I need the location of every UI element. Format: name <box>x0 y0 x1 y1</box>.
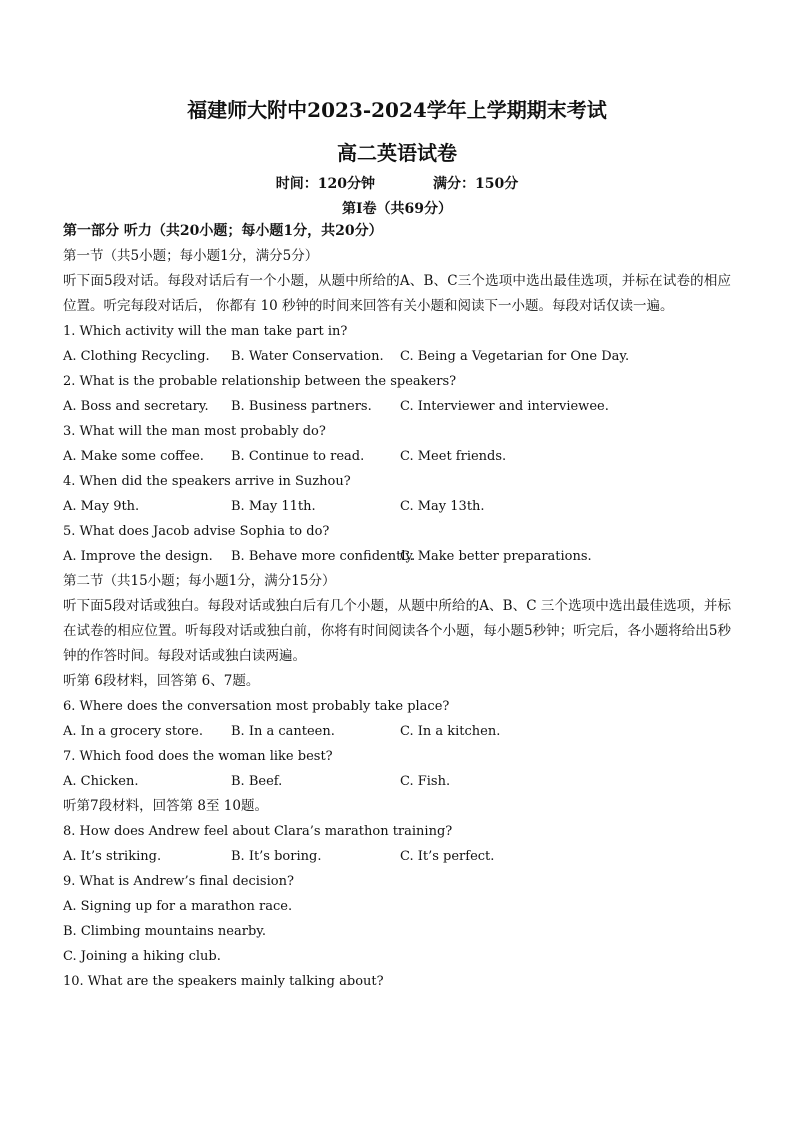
option-b: B. Climbing mountains nearby. <box>63 924 267 939</box>
option-c: C. Joining a hiking club. <box>63 949 221 964</box>
option-b: B. It’s boring. <box>231 849 322 864</box>
question-6-options <box>63 719 731 744</box>
question-2: 2. What is the probable relationship between the speakers? <box>63 374 457 389</box>
material-6-note: 听第 6段材料，回答第 6、7题。 <box>63 673 260 689</box>
option-a: A. Improve the design. <box>63 549 213 564</box>
question-7: 7. Which food does the woman like best? <box>63 749 333 764</box>
material-7-note: 听第7段材料，回答第 8至 10题。 <box>63 798 268 814</box>
option-a: A. It’s striking. <box>63 849 162 864</box>
section2-heading: 第二节（共15小题；每小题1分，满分15分） <box>63 573 336 589</box>
option-a: A. Make some coffee. <box>63 449 204 464</box>
school-exam-title: 福建师大附中2023-2024学年上学期期末考试 <box>187 98 607 122</box>
section1-instructions: 听下面5段对话。每段对话后有一个小题，从题中所给的A、B、C三个选项中选出最佳选项，并标在试卷的相应位置。听完每段对话后， 你都有 10 秒钟的时间来回答有关小题和阅读下一小题。每段对话仅读一遍。 <box>63 273 731 314</box>
question-7-options <box>63 769 731 794</box>
question-8-options <box>63 844 731 869</box>
question-5-options <box>63 544 731 569</box>
exam-meta <box>0 173 794 193</box>
option-c: C. Make better preparations. <box>400 549 592 564</box>
option-b: B. Water Conservation. <box>231 349 384 364</box>
part1-heading: 第一部分 听力（共20小题；每小题1分，共20分） <box>63 223 383 239</box>
option-b: B. Behave more confidently. <box>231 549 416 564</box>
option-a: A. In a grocery store. <box>63 724 203 739</box>
option-a: A. Clothing Recycling. <box>63 349 210 364</box>
question-3-options <box>63 444 731 469</box>
option-b: B. Continue to read. <box>231 449 365 464</box>
option-c: C. Fish. <box>400 774 451 789</box>
option-a: A. Chicken. <box>63 774 139 789</box>
question-9: 9. What is Andrew’s final decision? <box>63 874 294 889</box>
option-a: A. May 9th. <box>63 499 140 514</box>
question-3: 3. What will the man most probably do? <box>63 424 326 439</box>
option-a: A. Signing up for a marathon race. <box>63 899 293 914</box>
option-c: C. Being a Vegetarian for One Day. <box>400 349 630 364</box>
option-c: C. Meet friends. <box>400 449 507 464</box>
option-c: C. Interviewer and interviewee. <box>400 399 609 414</box>
question-2-options <box>63 394 731 419</box>
exam-content <box>63 219 731 994</box>
volume-heading: 第I卷（共69分） <box>341 201 453 217</box>
question-10: 10. What are the speakers mainly talking about? <box>63 974 384 989</box>
option-b: B. In a canteen. <box>231 724 335 739</box>
exam-full-score: 满分：150分 <box>433 176 519 192</box>
subject-title: 高二英语试卷 <box>337 141 457 165</box>
question-1: 1. Which activity will the man take part in? <box>63 324 348 339</box>
option-c: C. In a kitchen. <box>400 724 501 739</box>
question-4: 4. When did the speakers arrive in Suzhou? <box>63 474 351 489</box>
option-b: B. Business partners. <box>231 399 372 414</box>
option-c: C. May 13th. <box>400 499 485 514</box>
question-8: 8. How does Andrew feel about Clara’s marathon training? <box>63 824 453 839</box>
option-b: B. May 11th. <box>231 499 316 514</box>
option-c: C. It’s perfect. <box>400 849 495 864</box>
question-1-options <box>63 344 731 369</box>
question-5: 5. What does Jacob advise Sophia to do? <box>63 524 330 539</box>
section2-instructions: 听下面5段对话或独白。每段对话或独白后有几个小题，从题中所给的A、B、C 三个选项中选出最佳选项，并标在试卷的相应位置。听每段对话或独白前，你将有时间阅读各个小题，每小题5秒钟；听完后，各小题将给出5秒钟的作答时间。每段对话或独白读两遍。 <box>63 598 731 664</box>
question-4-options <box>63 494 731 519</box>
option-a: A. Boss and secretary. <box>63 399 209 414</box>
option-b: B. Beef. <box>231 774 283 789</box>
question-6: 6. Where does the conversation most probably take place? <box>63 699 450 714</box>
exam-time: 时间：120分钟 <box>275 176 375 192</box>
section1-heading: 第一节（共5小题；每小题1分，满分5分） <box>63 248 319 264</box>
